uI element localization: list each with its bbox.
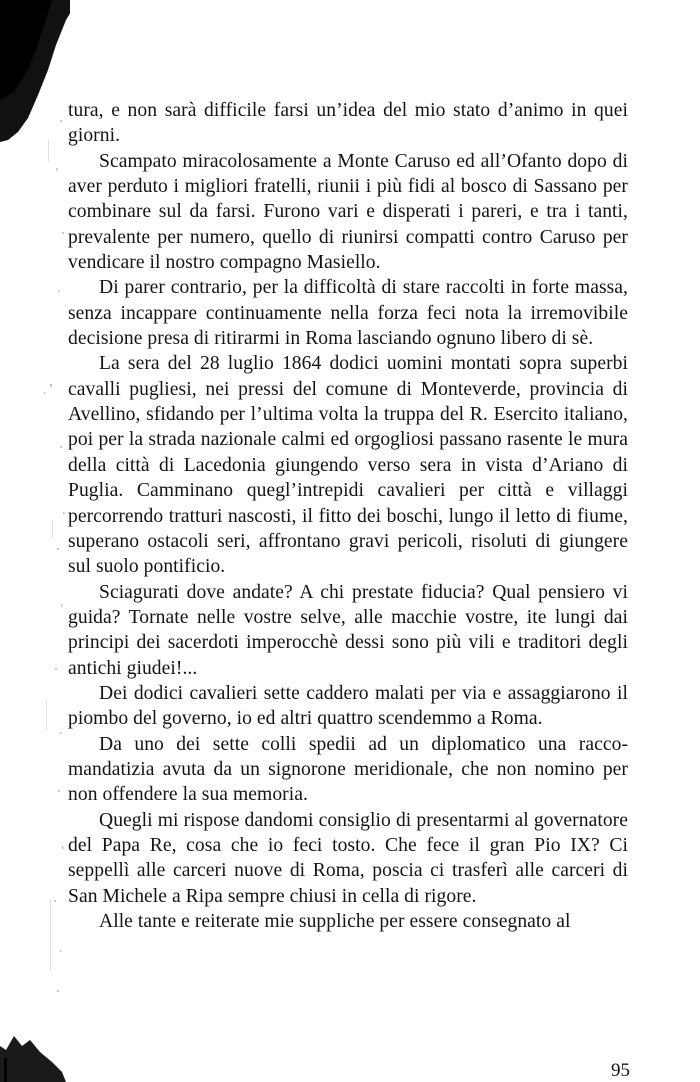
paragraph-8: Quegli mi rispose dandomi consiglio di presentarmi al governatore del Papa Re, cosa che io feci tosto. Che fece il gran Pio IX? Ci seppellì alle carceri nuove di Roma, poscia ci trasferì alle carceri di San Michele a Ripa sempre chiusi in cella di rigore.: [68, 809, 628, 907]
paragraph-9: Alle tante e reiterate mie suppliche per essere consegnato al: [99, 911, 571, 932]
body-text: [68, 98, 628, 934]
paragraph-5: Sciagurati dove andate? A chi prestate fiducia? Qual pensiero vi guida? Tornate nelle vostre selve, alle macchie vostre, ite lungi dai principi dei sacerdoti imperocchè dessi sono più vili e traditori degli antichi giudei!...: [68, 581, 628, 679]
paragraph-7: Da uno dei sette colli spedii ad un diplomatico una raccomandatizia avuta da un signorone meridionale, che non nomino per non offendere la sua memoria.: [68, 733, 628, 806]
binding-shadow: [0, 0, 70, 1082]
paragraph-2: Scampato miracolosamente a Monte Caruso ed all’Ofanto dopo di aver perduto i migliori fratelli, riunii i più fidi al bosco di Sassano per combinare sul da farsi. Furono vari e disperati i pareri, e tra i tanti, prevalente per numero, quello di riunirsi compatti contro Caruso per vendicare il nostro compagno Masiello.: [68, 150, 628, 274]
paragraph-4: La sera del 28 luglio 1864 dodici uomini montati sopra superbi cavalli pugliesi, nei pressi del comune di Monteverde, provincia di Avellino, sfidando per l’ultima volta la truppa del R. Esercito italiano, poi per la strada nazionale calmi ed orgogliosi passano rasente le mura della città di Lacedonia giungendo verso sera in vista d’Ariano di Puglia. Camminano quegl’intrepidi cavalieri per città e villaggi percorrendo tratturi nascosti, il fitto dei boschi, lungo il letto di fiume, superano ostacoli seri, affrontano gravi pericoli, risoluti di giungere sul suolo pontificio.: [68, 353, 628, 578]
paragraph-1: tura, e non sarà difficile farsi un’idea del mio stato d’animo in quei giorni.: [68, 100, 628, 147]
paragraph-6: Dei dodici cavalieri sette caddero malati per via e assaggiarono il piombo del governo, io ed altri quattro scendemmo a Roma.: [68, 682, 628, 730]
paragraph-3: Di parer contrario, per la difficoltà di stare raccolti in forte massa, senza incappare continuamente nella forza feci nota la irremovibile decisione presa di ritirarmi in Roma lasciando ognuno libero di sè.: [68, 277, 628, 350]
page-number: 95: [611, 1060, 630, 1081]
